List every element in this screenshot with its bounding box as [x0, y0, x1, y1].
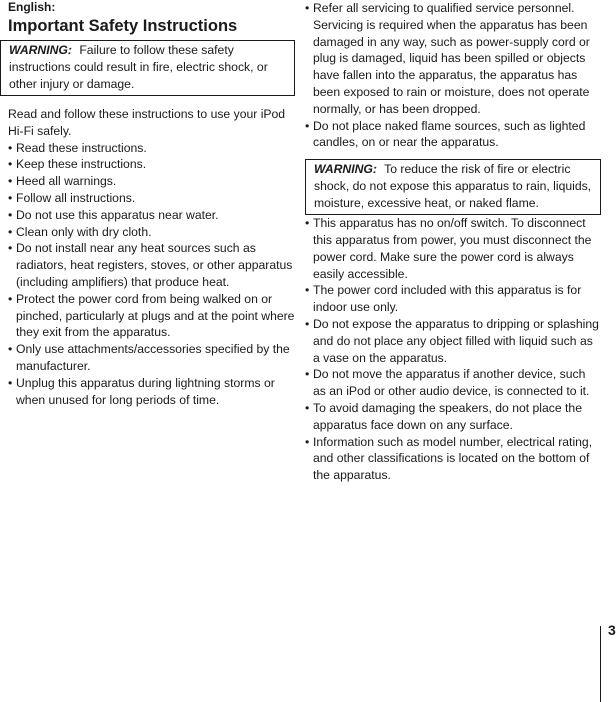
- list-item: • Refer all servicing to qualified service personnel. Servicing is required when the apparatus has been damaged in any way, such as power-supply cord or plug is damaged, liquid has been spilled or objects have fallen into the apparatus, the apparatus has been exposed to rain or moisture, does not operate normally, or has been dropped.: [305, 0, 601, 118]
- list-item: • Do not expose the apparatus to dripping or splashing and do not place any object filled with liquid such as a vase on the apparatus.: [305, 316, 601, 366]
- list-item: • Heed all warnings.: [8, 173, 295, 190]
- warning-text: To reduce the risk of fire or electric shock, do not expose this apparatus to rain, liquids, moisture, excessive heat, or naked flame.: [314, 162, 592, 211]
- list-item: • Do not move the apparatus if another device, such as an iPod or other audio device, is connected to it.: [305, 366, 601, 400]
- list-item: • Do not place naked flame sources, such as lighted candles, on or near the apparatus.: [305, 118, 601, 152]
- instruction-list-right-top: [305, 0, 601, 151]
- list-item: • Do not install near any heat sources such as radiators, heat registers, stoves, or other apparatus (including amplifiers) that produce heat.: [8, 240, 295, 290]
- list-item: • Clean only with dry cloth.: [8, 224, 295, 241]
- page-title: Important Safety Instructions: [8, 17, 238, 35]
- list-item: • Only use attachments/accessories specified by the manufacturer.: [8, 341, 295, 375]
- list-item: • Follow all instructions.: [8, 190, 295, 207]
- page-number-rule: [600, 626, 601, 702]
- list-item: • Do not use this apparatus near water.: [8, 207, 295, 224]
- warning-label: WARNING:: [9, 43, 72, 57]
- list-item: • This apparatus has no on/off switch. To disconnect this apparatus from power, you must disconnect the power cord. Make sure the power cord is always easily accessible.: [305, 215, 601, 282]
- language-label: English:: [8, 0, 56, 14]
- intro-paragraph: Read and follow these instructions to use your iPod Hi-Fi safely.: [8, 107, 286, 138]
- warning-box-fire: [0, 40, 295, 96]
- instruction-list-right-bottom: [305, 215, 601, 484]
- warning-label: WARNING:: [314, 162, 377, 177]
- instruction-list-left: [8, 140, 295, 409]
- warning-text: Failure to follow these safety instructions could result in fire, electric shock, or other injury or damage.: [9, 43, 268, 91]
- left-column: [8, 0, 295, 408]
- page-number: 3: [608, 622, 616, 638]
- list-item: • To avoid damaging the speakers, do not place the apparatus face down on any surface.: [305, 400, 601, 434]
- list-item: • Protect the power cord from being walked on or pinched, particularly at plugs and at the point where they exit from the apparatus.: [8, 291, 295, 341]
- warning-box-rain: [305, 159, 601, 215]
- right-column: [305, 0, 601, 484]
- list-item: • Keep these instructions.: [8, 156, 295, 173]
- list-item: • Unplug this apparatus during lightning storms or when unused for long periods of time.: [8, 375, 295, 409]
- list-item: • Read these instructions.: [8, 140, 295, 157]
- list-item: • Information such as model number, electrical rating, and other classifications is located on the bottom of the apparatus.: [305, 434, 601, 484]
- list-item: • The power cord included with this apparatus is for indoor use only.: [305, 282, 601, 316]
